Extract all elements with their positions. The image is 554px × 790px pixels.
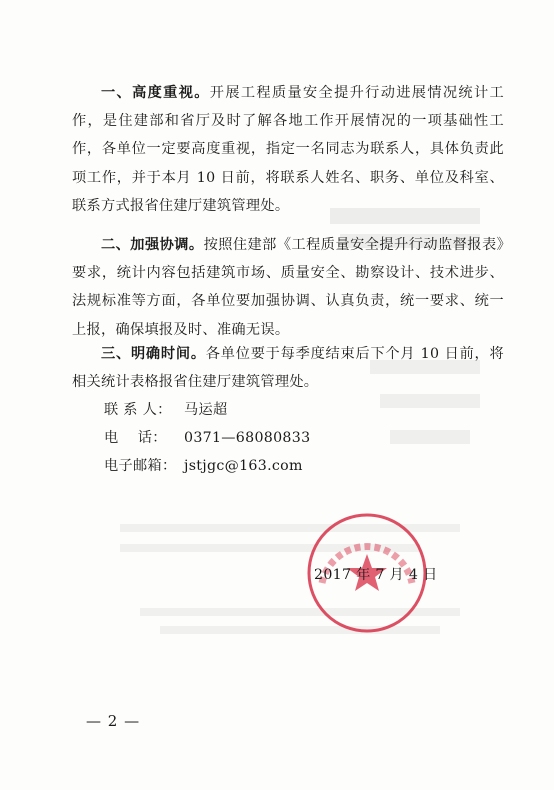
section-1-paragraph <box>72 79 504 220</box>
contact-person-label: 联 系 人： <box>104 402 172 418</box>
contact-email-row <box>104 452 303 480</box>
section-1-text: 开展工程质量安全提升行动进展情况统计工作，是住建部和省厅及时了解各地工作开展情况的一项基础性工作，各单位一定要高度重视，指定一名同志为联系人，具体负责此项工作，并于本月 10 日前，将联系人姓名、职务、单位及科室、联系方式报省住建厅建筑管理处。 <box>72 85 504 214</box>
section-3-heading: 三、明确时间。 <box>101 346 206 362</box>
section-2-text: 按照住建部《工程质量安全提升行动监督报表》要求，统计内容包括建筑市场、质量安全、勘察设计、技术进步、法规标准等方面，各单位要加强协调、认真负责，统一要求、统一上报，确保填报及时、准确无误。 <box>72 237 505 338</box>
contact-person-value: 马运超 <box>184 402 228 418</box>
page-number: — 2 — <box>86 712 141 730</box>
contact-phone-row <box>104 424 310 452</box>
contact-email-value: jstjgc@163.com <box>184 458 303 474</box>
signature-date: 2017 年 7 月 4 日 <box>314 567 438 583</box>
section-1-heading: 一、高度重视。 <box>101 85 210 101</box>
contact-phone-label: 电 话： <box>104 430 167 446</box>
section-2-paragraph <box>72 231 504 344</box>
section-3-paragraph <box>72 340 504 396</box>
contact-phone-value: 0371—68080833 <box>184 430 311 446</box>
contact-email-label: 电子邮箱： <box>104 458 177 474</box>
section-2-heading: 二、加强协调。 <box>101 237 204 253</box>
section-3-text: 各单位要于每季度结束后下个月 10 日前，将相关统计表格报省住建厅建筑管理处。 <box>72 346 504 391</box>
contact-person-row <box>104 396 227 424</box>
